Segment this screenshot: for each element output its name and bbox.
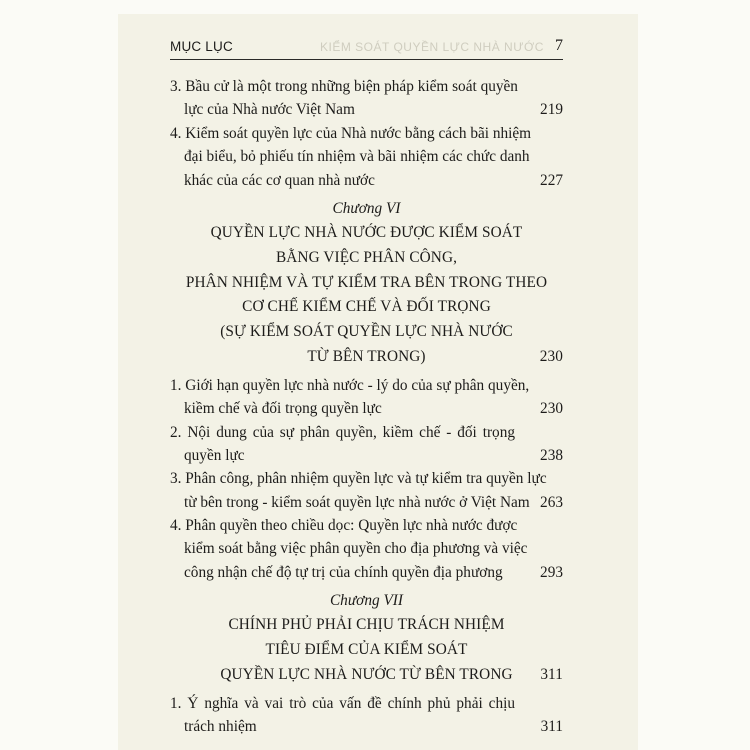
chapter-title-text: (SỰ KIỂM SOÁT QUYỀN LỰC NHÀ NƯỚC [220, 323, 513, 341]
running-header [170, 37, 563, 60]
toc-entry[interactable] [170, 467, 563, 514]
toc-entry[interactable] [170, 421, 563, 468]
chapter-page-number: 311 [540, 665, 563, 683]
toc-entry-line [170, 467, 563, 490]
toc-entry-line [170, 374, 563, 397]
toc-page-number: 219 [540, 101, 563, 119]
section-title: MỤC LỤC [170, 39, 233, 54]
chapter-title-line [170, 320, 563, 345]
toc-entry-text: quyền lực [184, 446, 245, 464]
chapter-title-line [170, 663, 563, 688]
toc-entry-text: từ bên trong - kiểm soát quyền lực nhà nước ở Việt Nam [184, 493, 530, 511]
chapter-title-line [170, 295, 563, 320]
toc-entry-text: 1. Giới hạn quyền lực nhà nước - lý do của sự phân quyền, [170, 376, 530, 394]
chapter-title-text: CHÍNH PHỦ PHẢI CHỊU TRÁCH NHIỆM [228, 616, 505, 634]
toc-entry-line [170, 421, 563, 444]
chapter-title-line [170, 638, 563, 663]
chapter-page-number: 230 [539, 347, 563, 365]
chapter-title-line [170, 271, 563, 296]
toc-entry-line [170, 122, 563, 145]
toc-entry-line [170, 169, 563, 192]
toc-page-number: 238 [540, 446, 563, 464]
toc-page-number: 230 [540, 400, 563, 418]
chapter-7-label: Chương VII [329, 592, 403, 610]
toc-entry-text: trách nhiệm [184, 718, 257, 736]
toc-entry-text: 1. Ý nghĩa và vai trò của vấn đề chính phủ phải chịu [170, 694, 515, 712]
chapter-title-text: TIÊU ĐIỂM CỦA KIỂM SOÁT [265, 641, 468, 659]
toc-entry-line [170, 514, 563, 537]
toc-entry-text: đại biểu, bỏ phiếu tín nhiệm và bãi nhiệm các chức danh [184, 148, 530, 166]
chapter-title-text: QUYỀN LỰC NHÀ NƯỚC TỪ BÊN TRONG [220, 665, 513, 683]
toc-entry-text: 3. Bầu cử là một trong những biện pháp kiểm soát quyền [170, 78, 518, 95]
toc-entry[interactable] [170, 75, 563, 122]
chapter-title-text: TỪ BÊN TRONG) [307, 347, 426, 365]
toc-entry-line [170, 692, 563, 715]
toc-entry[interactable] [170, 514, 563, 584]
toc-entry[interactable] [170, 122, 563, 192]
chapter-title-line [170, 345, 563, 370]
toc-page-number: 263 [540, 493, 563, 511]
bleed-through-text: KIỂM SOÁT QUYỀN LỰC NHÀ NƯỚC [320, 40, 544, 54]
chapter-title-text: BẰNG VIỆC PHÂN CÔNG, [275, 248, 458, 266]
toc-entry-line [170, 444, 563, 467]
toc-entry-line [170, 491, 563, 514]
toc-page-number: 227 [540, 171, 563, 189]
chapter-title-text: QUYỀN LỰC NHÀ NƯỚC ĐƯỢC KIỂM SOÁT [210, 223, 523, 241]
toc-entry-line [170, 561, 563, 584]
toc-entry-line [170, 98, 563, 121]
toc-entry-text: kiềm chế và đối trọng quyền lực [184, 400, 382, 418]
toc-entry-text: 4. Kiểm soát quyền lực của Nhà nước bằng cách bãi nhiệm [170, 124, 532, 142]
toc-entry[interactable] [170, 692, 563, 739]
toc-entry-text: 4. Phân quyền theo chiều dọc: Quyền lực nhà nước được [170, 517, 518, 535]
toc-entry-line [170, 397, 563, 420]
toc-entry-text: khác của các cơ quan nhà nước [184, 171, 375, 189]
toc-entry-text: công nhận chế độ tự trị của chính quyền địa phương [184, 563, 503, 581]
toc-entry-text: lực của Nhà nước Việt Nam [184, 101, 355, 119]
toc-entry-text: 3. Phân công, phân nhiệm quyền lực và tự kiểm tra quyền lực [170, 470, 547, 488]
chapter-title-text: PHÂN NHIỆM VÀ TỰ KIỂM TRA BÊN TRONG THEO [185, 273, 548, 291]
page-number: 7 [555, 37, 563, 54]
toc-entry-text: 2. Nội dung của sự phân quyền, kiềm chế - đối trọng [170, 423, 515, 441]
toc-entry-line [170, 537, 563, 560]
chapter-title-line [170, 613, 563, 638]
toc-page-number: 293 [540, 563, 563, 581]
chapter-6-label: Chương VI [332, 199, 401, 217]
toc-entry[interactable] [170, 374, 563, 421]
chapter-title-line [170, 246, 563, 271]
toc-entry-line [170, 75, 563, 98]
toc-entry-line [170, 145, 563, 168]
toc-entry-line [170, 715, 563, 738]
table-of-contents [170, 75, 563, 738]
toc-entry-text: kiểm soát bằng việc phân quyền cho địa phương và việc [184, 540, 528, 558]
chapter-title-line [170, 221, 563, 246]
toc-page-number: 311 [540, 718, 563, 736]
chapter-title-text: CƠ CHẾ KIỂM CHẾ VÀ ĐỐI TRỌNG [242, 298, 491, 316]
